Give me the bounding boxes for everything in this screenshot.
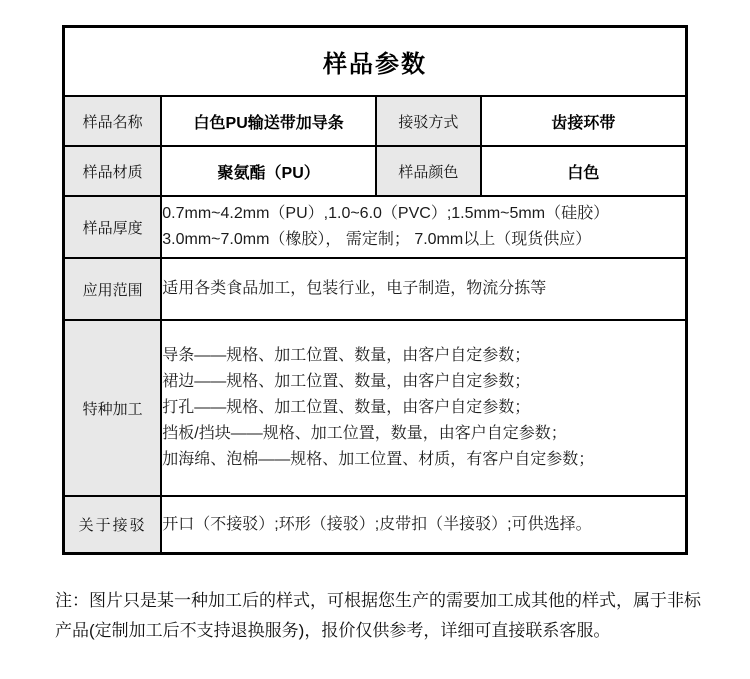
row-material xyxy=(64,146,687,196)
value-special-processing xyxy=(161,320,686,496)
special-processing-line-5: 加海绵、泡棉——规格、加工位置、材质，有客户自定参数； xyxy=(162,451,595,468)
row-sample-name xyxy=(64,96,687,146)
label-color: 样品颜色 xyxy=(376,146,481,196)
title-row xyxy=(64,27,687,97)
value-color: 白色 xyxy=(481,146,687,196)
label-sample-name: 样品名称 xyxy=(64,96,162,146)
table-title: 样品参数 xyxy=(64,27,687,97)
thickness-line-2: 3.0mm~7.0mm（橡胶）， 需定制； 7.0mm以上（现货供应） xyxy=(162,231,592,248)
value-joint-method: 齿接环带 xyxy=(481,96,687,146)
special-processing-line-3: 打孔——规格、加工位置、数量，由客户自定参数； xyxy=(162,399,531,416)
sample-parameters-table xyxy=(62,25,688,555)
thickness-line-1: 0.7mm~4.2mm（PU）,1.0~6.0（PVC）;1.5mm~5mm（硅胶） xyxy=(162,205,610,222)
value-material: 聚氨酯（PU） xyxy=(161,146,376,196)
special-processing-line-2: 裙边——规格、加工位置、数量，由客户自定参数； xyxy=(162,373,531,390)
label-material: 样品材质 xyxy=(64,146,162,196)
label-thickness: 样品厚度 xyxy=(64,196,162,258)
row-thickness xyxy=(64,196,687,258)
footnote-line-2: 产品(定制加工后不支持退换服务)，报价仅供参考，详细可直接联系客服。 xyxy=(55,621,611,640)
row-application xyxy=(64,258,687,320)
footnote xyxy=(55,586,715,646)
value-sample-name: 白色PU输送带加导条 xyxy=(161,96,376,146)
row-about-joint xyxy=(64,496,687,554)
row-special-processing xyxy=(64,320,687,496)
label-special-processing: 特种加工 xyxy=(64,320,162,496)
label-about-joint: 关于接驳 xyxy=(64,496,162,554)
label-application: 应用范围 xyxy=(64,258,162,320)
special-processing-line-1: 导条——规格、加工位置、数量，由客户自定参数； xyxy=(162,347,531,364)
label-joint-method: 接驳方式 xyxy=(376,96,481,146)
value-application: 适用各类食品加工，包装行业，电子制造，物流分拣等 xyxy=(161,258,686,320)
special-processing-line-4: 挡板/挡块——规格、加工位置，数量，由客户自定参数； xyxy=(162,425,567,442)
value-about-joint: 开口（不接驳）;环形（接驳）;皮带扣（半接驳）;可供选择。 xyxy=(161,496,686,554)
value-thickness xyxy=(161,196,686,258)
footnote-line-1: 注：图片只是某一种加工后的样式，可根据您生产的需要加工成其他的样式，属于非标 xyxy=(55,591,701,610)
